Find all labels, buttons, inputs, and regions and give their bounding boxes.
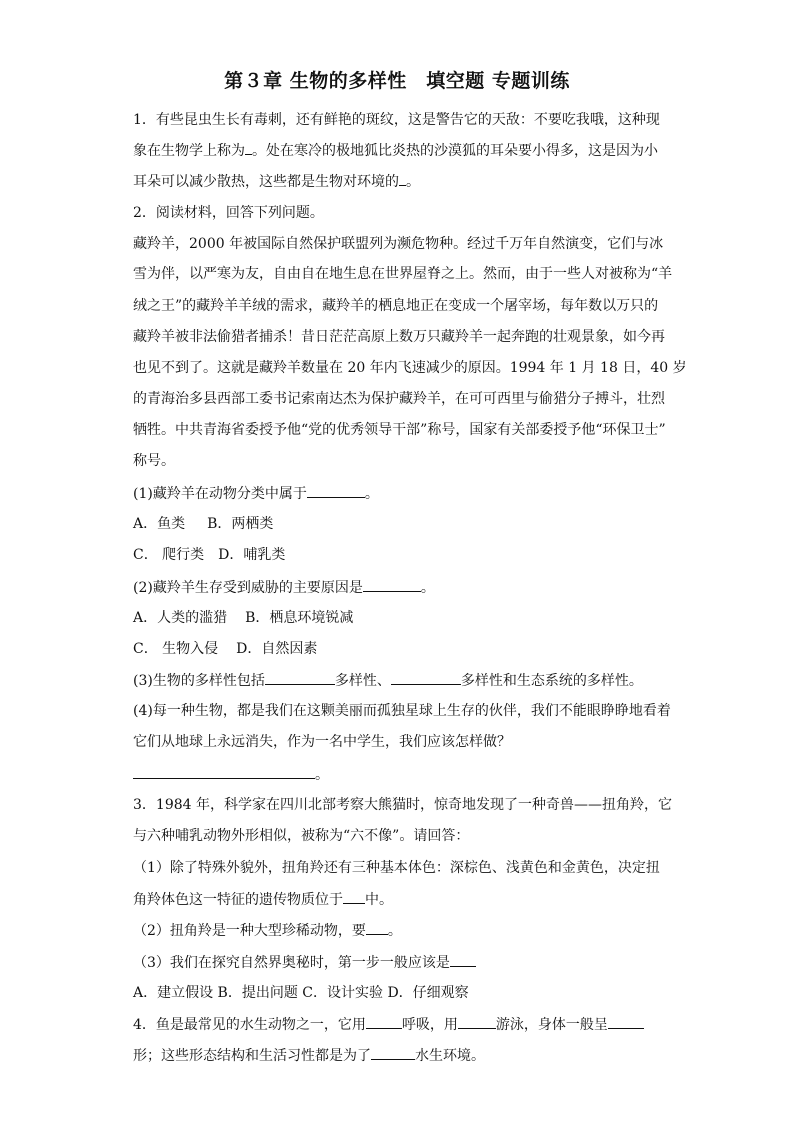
- answer-blank[interactable]: [265, 670, 335, 685]
- answer-blank[interactable]: [391, 670, 461, 685]
- answer-blank[interactable]: [133, 764, 315, 779]
- option-a[interactable]: A．人类的滥猎: [133, 610, 228, 626]
- q1-line-2: 象在生物学上称为 。处在寒冷的极地狐比炎热的沙漠狐的耳朵要小得多，这是因为小: [133, 140, 658, 161]
- answer-blank[interactable]: [363, 577, 421, 592]
- answer-blank[interactable]: [366, 920, 388, 935]
- q4-line-2: 形；这些形态结构和生活习性都是为了 水生环境。: [133, 1045, 485, 1066]
- q3-line-2: 与六种哺乳动物外形相似，被称为“六不像”。请回答：: [133, 828, 470, 844]
- option-b[interactable]: B．栖息环境锐减: [245, 610, 354, 626]
- answer-blank[interactable]: [343, 889, 365, 904]
- q2-heading: 2．阅读材料，回答下列问题。: [133, 205, 324, 221]
- answer-blank[interactable]: [608, 1014, 644, 1029]
- answer-blank[interactable]: [366, 1014, 402, 1029]
- q1-line-1: 1．有些昆虫生长有毒刺，还有鲜艳的斑纹，这是警告它的天敌：不要吃我哦，这种现: [133, 112, 660, 128]
- q2-sub2: (2)藏羚羊生存受到威胁的主要原因是 。: [133, 577, 435, 598]
- q2-sub1-options-2: [133, 545, 285, 565]
- q2-sub4-answer: 。: [133, 764, 329, 785]
- q1-line-3: 耳朵可以减少散热，这些都是生物对环境的 。: [133, 171, 420, 192]
- q4-line-1: 4．鱼是最常见的水生动物之一，它用 呼吸，用 游泳，身体一般呈: [133, 1014, 644, 1035]
- option-c[interactable]: C． 爬行类: [133, 547, 205, 563]
- q3-sub1-line-2: 角羚体色这一特征的遗传物质位于 中。: [133, 889, 393, 910]
- q3-line-1: 3．1984 年，科学家在四川北部考察大熊猫时，惊奇地发现了一种奇兽——扭角羚，它: [133, 797, 672, 813]
- passage-line: 称号。: [133, 453, 175, 469]
- q3-sub2: （2）扭角羚是一种大型珍稀动物，要 。: [133, 920, 402, 941]
- passage-line: 绒之王”的藏羚羊羊绒的需求，藏羚羊的栖息地正在变成一个屠宰场，每年数以万只的: [133, 298, 659, 314]
- option-d[interactable]: D．自然因素: [236, 641, 318, 657]
- passage-line: 牺牲。中共青海省委授予他“党的优秀领导干部”称号，国家有关部委授予他“环保卫士”: [133, 422, 666, 438]
- q2-sub3: (3)生物的多样性包括 多样性、 多样性和生态系统的多样性。: [133, 670, 643, 691]
- answer-blank[interactable]: [307, 483, 365, 498]
- answer-blank[interactable]: [245, 140, 252, 155]
- answer-blank[interactable]: [371, 1045, 415, 1060]
- q3-sub3: （3）我们在探究自然界奥秘时，第一步一般应该是: [133, 952, 476, 973]
- option-b[interactable]: B．两栖类: [207, 516, 274, 532]
- passage-line: 藏羚羊，2000 年被国际自然保护联盟列为濒危物种。经过千万年自然演变，它们与冰: [133, 236, 664, 252]
- passage-line: 雪为伴，以严寒为友，自由自在地生息在世界屋脊之上。然而，由于一些人对被称为“羊: [133, 266, 673, 282]
- option-c[interactable]: C． 生物入侵: [133, 641, 219, 657]
- passage-line: 藏羚羊被非法偷猎者捕杀！昔日茫茫高原上数万只藏羚羊一起奔跑的壮观景象，如今再: [133, 329, 665, 345]
- q2-sub4-line-2: 它们从地球上永远消失，作为一名中学生，我们应该怎样做？: [133, 734, 511, 750]
- passage-line: 也见不到了。这就是藏羚羊数量在 20 年内飞速减少的原因。1994 年 1 月 18 日，40 岁: [133, 360, 687, 376]
- q3-options: A．建立假设 B．提出问题 C．设计实验 D．仔细观察: [133, 985, 469, 1001]
- answer-blank[interactable]: [458, 1014, 496, 1029]
- q2-sub2-options-2: [133, 639, 317, 659]
- q3-sub1: （1）除了特殊外貌外，扭角羚还有三种基本体色：深棕色、浅黄色和金黄色，决定扭: [133, 860, 660, 876]
- answer-blank[interactable]: [450, 952, 476, 967]
- q2-sub1: (1)藏羚羊在动物分类中属于 。: [133, 483, 379, 504]
- q2-sub4: (4)每一种生物，都是我们在这颗美丽而孤独星球上生存的伙伴，我们不能眼睁睁地看着: [133, 703, 671, 719]
- option-d[interactable]: D．哺乳类: [218, 547, 286, 563]
- answer-blank[interactable]: [399, 171, 406, 186]
- q2-sub2-options-1: [133, 608, 353, 628]
- q2-sub1-options-1: [133, 514, 273, 534]
- page-title: 第３章 生物的多样性 填空题 专题训练: [224, 70, 570, 92]
- passage-line: 的青海治多县西部工委书记索南达杰为保护藏羚羊，在可可西里与偷猎分子搏斗，壮烈: [133, 391, 665, 407]
- option-a[interactable]: A．鱼类: [133, 516, 186, 532]
